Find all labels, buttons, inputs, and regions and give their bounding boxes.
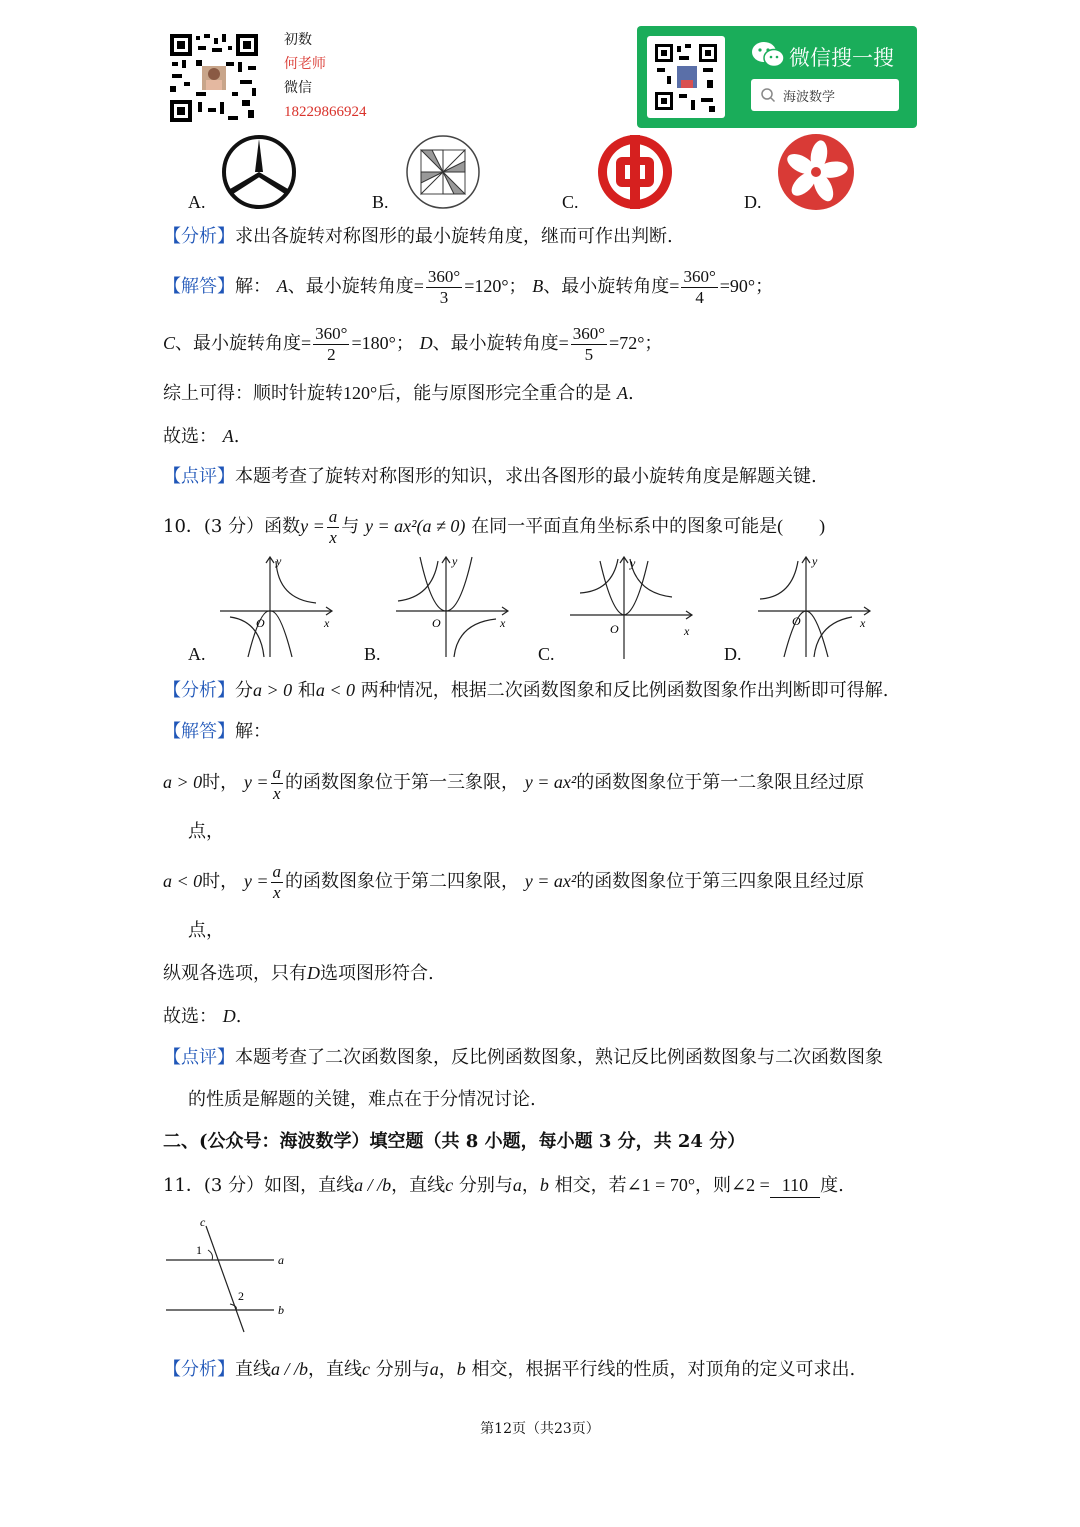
fraction-a: $\frac{360^\circ}{3}$: [427, 266, 461, 307]
q10-graph-d: [754, 553, 876, 661]
q9-choose: 故选： A.: [163, 426, 240, 447]
q10-case2: a < 0时， y = $\frac{a}{x}$ 的函数图象位于第二四象限， y = ax²的函数图象位于第三四象限且经过原: [163, 861, 865, 902]
bank-of-china-logo-figure: [596, 133, 674, 211]
svg-text:x: x: [860, 616, 866, 630]
min-angle-text-b: 、最小旋转角度: [543, 276, 670, 297]
q9-option-c: C.: [562, 192, 579, 212]
fraction-d: $\frac{360^\circ}{5}$: [572, 323, 606, 364]
wechat-logo-icon: [751, 40, 785, 70]
answer-intro: 解：: [235, 276, 271, 297]
svg-text:x: x: [684, 624, 690, 638]
q9-comment: [163, 465, 817, 489]
answer-tag: 【解答】: [163, 276, 235, 297]
axis-o-label: O: [256, 616, 265, 630]
q10-case2-cont: 点，: [188, 920, 224, 941]
axis-y-label: y: [276, 554, 282, 568]
contact-line-1: 初数: [284, 32, 312, 48]
q10-choose: 故选： D.: [163, 1006, 242, 1027]
contact-line-3: 微信: [284, 80, 312, 96]
fraction-c: $\frac{360^\circ}{2}$: [315, 323, 348, 364]
fraction-a-over-x: $\frac{a}{x}$: [328, 506, 338, 547]
q10-answer-intro: 【解答】解：: [163, 721, 271, 742]
min-angle-text-c: 、最小旋转角度: [175, 333, 302, 354]
q11-analysis: 【分析】直线a / /b，直线c 分别与a，b 相交，根据平行线的性质，对顶角的定义可求出.: [163, 1359, 856, 1380]
pinwheel-figure: [404, 133, 482, 211]
svg-text:y: y: [812, 554, 818, 568]
q9-summary: 综上可得：顺时针旋转120°后，能与原图形完全重合的是 A.: [163, 383, 634, 404]
q11-parallel-lines-figure: [162, 1214, 292, 1336]
q9-answer-line2: [163, 323, 662, 365]
result-b: =90°；: [719, 276, 774, 296]
page-footer: 第12页（共23页）: [480, 1421, 600, 1437]
q10-comment-cont: 的性质是解题的关键，难点在于分情况讨论.: [188, 1089, 536, 1110]
svg-text:c: c: [200, 1215, 206, 1229]
mercedes-logo-figure: [220, 133, 298, 211]
section-2-title: 二、(公众号：海波数学）填空题（共 8 小题，每小题 3 分，共 24 分）: [163, 1131, 746, 1152]
svg-text:O: O: [792, 614, 801, 628]
contact-line-2: 何老师: [284, 56, 326, 72]
svg-text:y: y: [452, 554, 458, 568]
min-angle-text-a: 、最小旋转角度: [287, 276, 414, 297]
bauhinia-flag-figure: [776, 133, 856, 211]
eq: =: [669, 276, 680, 296]
contact-info: [284, 28, 367, 124]
q9-option-d: D.: [744, 192, 762, 212]
q10-stem: 10．(3 分）函数y = $\frac{a}{x}$ 与 y = ax²(a ≠ 0) 在同一平面直角坐标系中的图象可能是( ): [163, 506, 826, 547]
wechat-search-text: 海波数学: [783, 90, 836, 105]
wechat-search-banner: [637, 26, 917, 128]
comment-text: 本题考查了旋转对称图形的知识，求出各图形的最小旋转角度是解题关键.: [235, 466, 817, 487]
q10-option-a: A.: [188, 644, 206, 664]
label-a: A: [276, 276, 288, 296]
fraction-b: $\frac{360^\circ}{4}$: [683, 266, 716, 307]
result-c: =180°；: [351, 333, 414, 353]
comment-tag: 【点评】: [163, 466, 235, 487]
result-d: =72°；: [609, 333, 663, 353]
q10-option-d: D.: [724, 644, 742, 664]
search-icon: [760, 87, 776, 103]
q11-answer-blank: 110: [770, 1173, 820, 1198]
contact-phone: 18229866924: [284, 104, 367, 120]
analysis-tag: 【分析】: [163, 226, 235, 247]
q10-case1-cont: 点，: [188, 821, 224, 842]
min-angle-text-d: 、最小旋转角度: [432, 333, 559, 354]
label-b: B: [532, 276, 544, 296]
wechat-search-box[interactable]: [751, 79, 899, 111]
q10-graph-b: [392, 553, 514, 661]
eq: =: [558, 333, 569, 353]
svg-text:x: x: [500, 616, 506, 630]
svg-text:1: 1: [196, 1243, 202, 1257]
svg-text:y: y: [630, 556, 636, 570]
q10-comment: 【点评】本题考查了二次函数图象，反比例函数图象，熟记反比例函数图象与二次函数图象: [163, 1047, 883, 1068]
q10-graph-a: [216, 553, 338, 661]
svg-text:O: O: [432, 616, 441, 630]
result-a: =120°；: [464, 276, 527, 296]
wechat-title: 微信搜一搜: [789, 46, 894, 70]
q10-option-b: B.: [364, 644, 381, 664]
analysis-text: 求出各旋转对称图形的最小旋转角度，继而可作出判断.: [235, 226, 673, 247]
q11-stem: 11．(3 分）如图，直线a / /b，直线c 分别与a，b 相交，若∠1 = 70°，则∠2 = 110 度.: [163, 1175, 844, 1196]
q9-answer-line1: [163, 266, 773, 308]
qr-code-right: [647, 36, 725, 118]
q10-graph-c: [566, 553, 698, 661]
axis-x-label: x: [324, 616, 330, 630]
q9-analysis: [163, 225, 673, 249]
q10-analysis: 【分析】分a > 0 和a < 0 两种情况，根据二次函数图象和反比例函数图象作出判断即可得解.: [163, 680, 889, 701]
q9-option-a: A.: [188, 192, 206, 212]
label-d: D: [419, 333, 433, 353]
q10-conclude: 纵观各选项，只有D选项图形符合.: [163, 963, 434, 984]
q9-option-b: B.: [372, 192, 389, 212]
q10-case1: a > 0时， y = $\frac{a}{x}$ 的函数图象位于第一三象限， y = ax²的函数图象位于第一二象限且经过原: [163, 762, 865, 803]
svg-text:O: O: [610, 622, 619, 636]
eq: =: [301, 333, 312, 353]
svg-text:a: a: [278, 1253, 284, 1267]
svg-text:b: b: [278, 1303, 284, 1317]
qr-code-left: [168, 32, 260, 124]
q10-option-c: C.: [538, 644, 555, 664]
label-c: C: [163, 333, 176, 353]
svg-text:2: 2: [238, 1289, 244, 1303]
eq: =: [413, 276, 424, 296]
